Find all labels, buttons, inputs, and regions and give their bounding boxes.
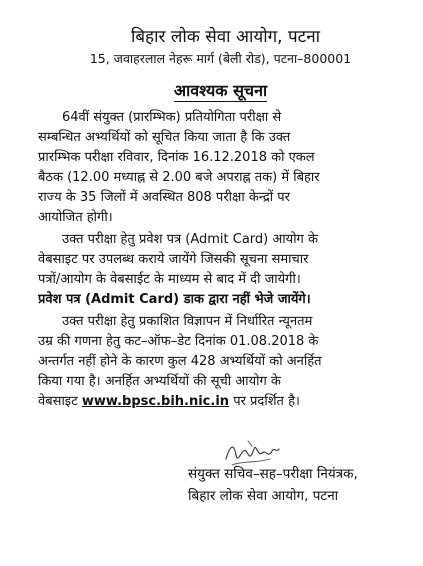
notice-heading-text: आवश्यक सूचना <box>173 81 268 100</box>
website-link[interactable]: www.bpsc.bih.nic.in <box>81 394 230 409</box>
text-line: सम्बन्धित अभ्यर्थियों को सूचित किया जाता है कि उक्त <box>38 130 291 145</box>
signoff-office: बिहार लोक सेवा आयोग, पटना <box>188 488 339 504</box>
paragraph-exam-schedule <box>38 108 403 228</box>
text-line: किया गया है। अनर्हित अभ्यर्थियों की सूची आयोग के <box>38 374 281 389</box>
paragraph-age-cutoff <box>38 312 403 412</box>
text-line: उम्र की गणना हेतु कट–ऑफ–डेट दिनांक 01.08.2018 के <box>38 334 319 349</box>
text-line: आयोजित होगी। <box>38 210 113 225</box>
text-line: पत्रों/आयोग के वेबसाईट के माध्यम से बाद में दी जायेगी। <box>38 272 301 287</box>
website-prefix: वेबसाइट <box>38 394 78 409</box>
text-line <box>38 392 403 412</box>
text-line: उक्त परीक्षा हेतु प्रवेश पत्र (Admit Card) आयोग के <box>62 232 318 247</box>
text-line: प्रारम्भिक परीक्षा रविवार, दिनांक 16.12.2018 को एकल <box>38 150 315 165</box>
text-line: अन्तर्गत नहीं होने के कारण कुल 428 अभ्यर्थियों को अनर्हित <box>38 354 322 369</box>
signoff-block <box>188 463 358 507</box>
text-line: राज्य के 35 जिलों में अवस्थित 808 परीक्षा केन्द्रों पर <box>38 190 290 205</box>
text-line: बैठक (12.00 मध्याह्न से 2.00 बजे अपराह्न तक) में बिहार <box>38 170 320 185</box>
signoff-designation: संयुक्त सचिव–सह–परीक्षा नियंत्रक, <box>188 466 358 482</box>
org-name: बिहार लोक सेवा आयोग, पटना <box>130 27 321 47</box>
text-line: उक्त परीक्षा हेतु प्रकाशित विज्ञापन में निर्धारित न्यूनतम <box>62 314 313 329</box>
notice-heading <box>38 80 403 102</box>
text-line: वेबसाइट पर उपलब्ध कराये जायेंगे जिसकी सूचना समाचार <box>38 252 309 267</box>
paragraph-admit-card <box>38 230 403 310</box>
org-address: 15, जवाहरलाल नेहरू मार्ग (बेली रोड), पटना–800001 <box>89 51 352 66</box>
admit-card-warning: प्रवेश पत्र (Admit Card) डाक द्वारा नहीं भेजे जायेंगे। <box>38 292 311 307</box>
website-suffix: पर प्रदर्शित है। <box>233 394 300 409</box>
text-line: 64वीं संयुक्त (प्रारम्भिक) प्रतियोगिता परीक्षा से <box>62 110 282 125</box>
